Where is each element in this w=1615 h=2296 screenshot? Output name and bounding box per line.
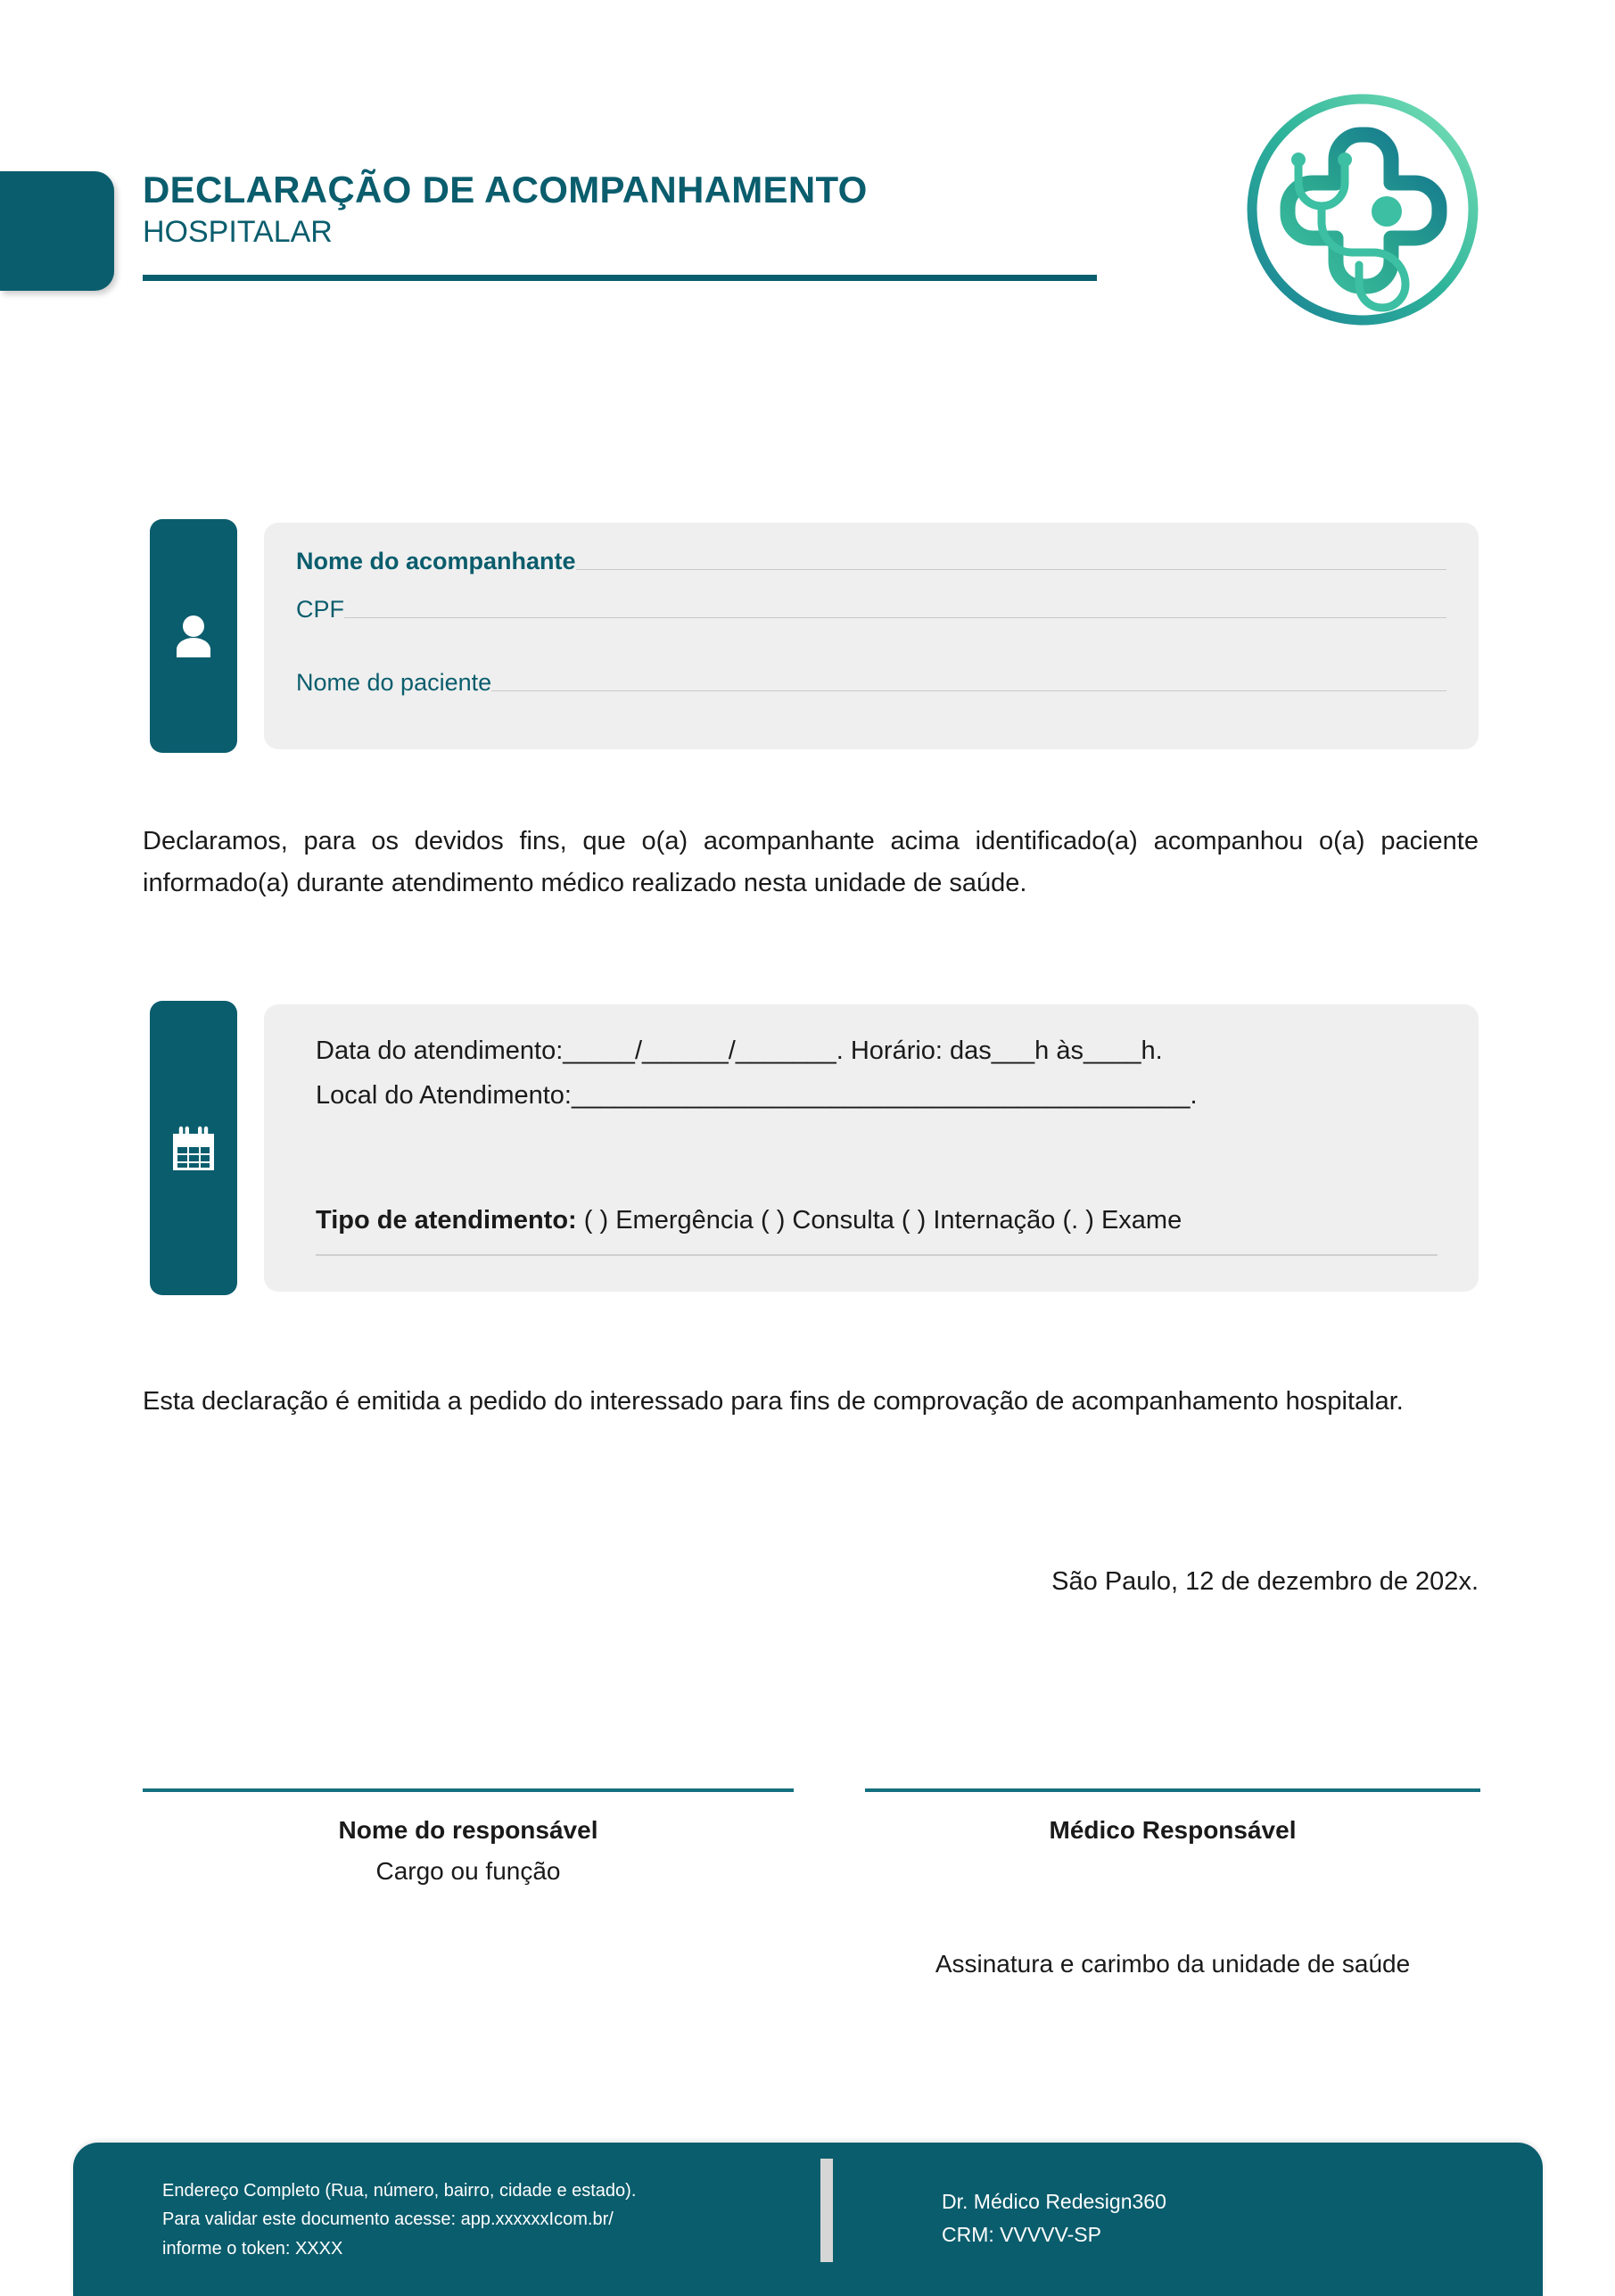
cpf-field[interactable] <box>296 598 1446 622</box>
attendance-date-line[interactable]: Data do atendimento:_____/______/_______. Horário: das___h às____h. <box>316 1037 1163 1065</box>
document-footer <box>73 2143 1543 2296</box>
patient-name-field[interactable] <box>296 671 1446 695</box>
responsible-name-label: Nome do responsável <box>338 1816 598 1844</box>
page-subtitle: HOSPITALAR <box>143 215 333 250</box>
person-icon <box>173 615 214 657</box>
declaration-paragraph: Declaramos, para os devidos fins, que o(a) acompanhante acima identificado(a) acompanhou o(a) paciente informado(a) durante atendimento médico realizado nesta unidade de saúde. <box>143 827 1479 897</box>
footer-validate-line: Para validar este documento acesse: app.xxxxxxIcom.br/ <box>162 2209 614 2230</box>
calendar-icon-tab <box>150 1001 237 1295</box>
companion-name-label: Nome do acompanhante <box>296 548 576 574</box>
footer-doctor-group <box>942 2185 1166 2252</box>
header-accent-tab <box>0 171 114 291</box>
signature-line-responsible <box>143 1788 794 1792</box>
page-title: DECLARAÇÃO DE ACOMPANHAMENTO <box>143 169 868 211</box>
purpose-paragraph: Esta declaração é emitida a pedido do interessado para fins de comprovação de acompanhamento hospitalar. <box>143 1387 1404 1416</box>
footer-vertical-divider <box>820 2159 833 2262</box>
date-location-line: São Paulo, 12 de dezembro de 202x. <box>1051 1567 1479 1596</box>
signature-block-doctor <box>865 1788 1480 1978</box>
companion-name-field[interactable] <box>296 549 1446 574</box>
footer-address-line: Endereço Completo (Rua, número, bairro, cidade e estado). <box>162 2181 637 2201</box>
attendance-type-line[interactable] <box>316 1204 1182 1236</box>
person-icon-tab <box>150 519 237 753</box>
attendance-panel <box>264 1004 1479 1292</box>
attendance-type-options[interactable]: ( ) Emergência ( ) Consulta ( ) Internação (. ) Exame <box>583 1206 1182 1235</box>
header-divider-rule <box>143 275 1097 281</box>
patient-name-input-line[interactable] <box>491 690 1446 691</box>
footer-address-group <box>162 2176 822 2263</box>
attendance-block <box>150 1001 1479 1295</box>
identification-block <box>150 519 1479 753</box>
identification-panel <box>264 523 1479 749</box>
attendance-local-line[interactable]: Local do Atendimento:___________________________________________. <box>316 1081 1198 1110</box>
footer-token-line: informe o token: XXXX <box>162 2238 343 2259</box>
signature-block-responsible <box>143 1788 794 1886</box>
patient-name-label: Nome do paciente <box>296 669 492 696</box>
header-text-group <box>143 169 1124 252</box>
responsible-role-label: Cargo ou função <box>375 1857 561 1885</box>
footer-doctor-name: Dr. Médico Redesign360 <box>942 2190 1166 2213</box>
attendance-type-underline <box>316 1254 1438 1256</box>
footer-doctor-crm: CRM: VVVVV-SP <box>942 2223 1101 2247</box>
calendar-icon <box>170 1123 217 1173</box>
stamp-instruction-label: Assinatura e carimbo da unidade de saúde <box>935 1950 1411 1978</box>
cpf-input-line[interactable] <box>344 617 1446 618</box>
medical-cross-stethoscope-circle-logo-icon <box>1238 85 1487 334</box>
signature-line-doctor <box>865 1788 1480 1792</box>
attendance-type-label: Tipo de atendimento: <box>316 1206 577 1235</box>
companion-name-input-line[interactable] <box>576 569 1446 570</box>
cpf-label: CPF <box>296 596 344 623</box>
doctor-name-label: Médico Responsável <box>1049 1816 1297 1844</box>
